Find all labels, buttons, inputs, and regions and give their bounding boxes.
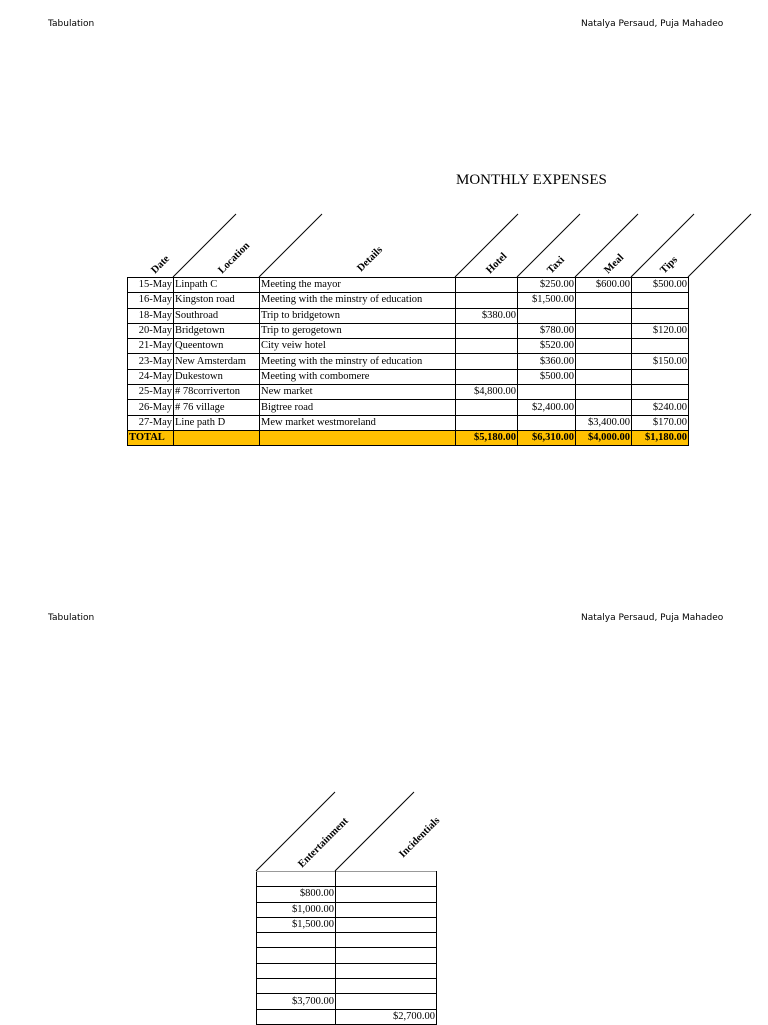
table-row	[257, 917, 437, 932]
cell-location: New Amsterdam	[174, 354, 260, 369]
sheet-title: MONTHLY EXPENSES	[456, 172, 607, 188]
cell-date: 21-May	[128, 339, 174, 354]
total-tips: $1,180.00	[632, 430, 689, 445]
cell-details: City veiw hotel	[260, 339, 456, 354]
cell-entertainment: $1,000.00	[257, 902, 336, 917]
cell-date: 18-May	[128, 308, 174, 323]
cell-details: Bigtree road	[260, 400, 456, 415]
col-header-entertainment: Entertainment	[296, 815, 351, 871]
cell-entertainment	[257, 1009, 336, 1024]
cell-tips: $170.00	[632, 415, 689, 430]
cell-entertainment	[257, 933, 336, 948]
cell-date: 27-May	[128, 415, 174, 430]
cell-taxi: $780.00	[518, 323, 576, 338]
cell-incidentials	[336, 917, 437, 932]
cell-entertainment: $1,500.00	[257, 917, 336, 932]
table-row	[257, 887, 437, 902]
table-row	[257, 933, 437, 948]
cell-details: Meeting with combomere	[260, 369, 456, 384]
col-header-hotel: Hotel	[484, 251, 510, 277]
cell-location: Southroad	[174, 308, 260, 323]
cell-entertainment	[257, 979, 336, 994]
cell-date: 16-May	[128, 293, 174, 308]
cell-incidentials	[336, 979, 437, 994]
total-meal: $4,000.00	[576, 430, 632, 445]
cell-tips: $120.00	[632, 323, 689, 338]
total-taxi: $6,310.00	[518, 430, 576, 445]
total-hotel: $5,180.00	[456, 430, 518, 445]
col-header-taxi: Taxi	[545, 254, 567, 277]
cell-incidentials	[336, 933, 437, 948]
col-header-date: Date	[149, 253, 172, 277]
cell-details: Meeting with the minstry of education	[260, 293, 456, 308]
cell-date: 24-May	[128, 369, 174, 384]
table-row	[257, 994, 437, 1009]
cell-tips: $150.00	[632, 354, 689, 369]
cell-location: Bridgetown	[174, 323, 260, 338]
cell-location: # 76 village	[174, 400, 260, 415]
cell-incidentials	[336, 872, 437, 887]
cell-hotel: $380.00	[456, 308, 518, 323]
cell-location: Kingston road	[174, 293, 260, 308]
page2-header-right: Natalya Persaud, Puja Mahadeo	[581, 613, 724, 623]
cell-incidentials	[336, 902, 437, 917]
cell-entertainment	[257, 872, 336, 887]
cell-hotel: $4,800.00	[456, 385, 518, 400]
cell-location: Queentown	[174, 339, 260, 354]
cell-taxi: $500.00	[518, 369, 576, 384]
cell-date: 20-May	[128, 323, 174, 338]
cell-taxi: $520.00	[518, 339, 576, 354]
cell-location: # 78corriverton	[174, 385, 260, 400]
cell-details: New market	[260, 385, 456, 400]
table-row	[257, 979, 437, 994]
table-row	[257, 902, 437, 917]
table-row	[257, 963, 437, 978]
cell-details: Trip to bridgetown	[260, 308, 456, 323]
cell-taxi: $2,400.00	[518, 400, 576, 415]
cell-taxi: $250.00	[518, 278, 576, 293]
cell-incidentials	[336, 994, 437, 1009]
table-row	[257, 948, 437, 963]
cell-entertainment: $3,700.00	[257, 994, 336, 1009]
cell-details: Meeting with the minstry of education	[260, 354, 456, 369]
cell-details: Mew market westmoreland	[260, 415, 456, 430]
cell-taxi: $1,500.00	[518, 293, 576, 308]
cell-taxi: $360.00	[518, 354, 576, 369]
cell-entertainment: $800.00	[257, 887, 336, 902]
cell-incidentials: $2,700.00	[336, 1009, 437, 1024]
page-header-left: Tabulation	[48, 19, 95, 29]
total-label: TOTAL	[128, 430, 174, 445]
table-row	[257, 1009, 437, 1024]
cell-entertainment	[257, 948, 336, 963]
col-header-incidentials: Incidentials	[397, 815, 443, 861]
cell-location: Linpath C	[174, 278, 260, 293]
expenses-table-continued	[256, 871, 437, 1025]
cell-details: Meeting the mayor	[260, 278, 456, 293]
cell-incidentials	[336, 887, 437, 902]
cell-tips: $500.00	[632, 278, 689, 293]
cell-meal: $3,400.00	[576, 415, 632, 430]
col-header-location: Location	[216, 240, 253, 277]
cell-location: Dukestown	[174, 369, 260, 384]
cell-date: 23-May	[128, 354, 174, 369]
cell-entertainment	[257, 963, 336, 978]
col-header-meal: Meal	[602, 252, 627, 277]
cell-details: Trip to gerogetown	[260, 323, 456, 338]
cell-tips: $240.00	[632, 400, 689, 415]
cell-incidentials	[336, 963, 437, 978]
cell-date: 26-May	[128, 400, 174, 415]
col-header-tips: Tips	[658, 254, 681, 277]
cell-location: Line path D	[174, 415, 260, 430]
table-row	[257, 872, 437, 887]
cell-incidentials	[336, 948, 437, 963]
cell-date: 25-May	[128, 385, 174, 400]
page2-header-left: Tabulation	[48, 613, 95, 623]
page-header-right: Natalya Persaud, Puja Mahadeo	[581, 19, 724, 29]
cell-meal: $600.00	[576, 278, 632, 293]
cell-date: 15-May	[128, 278, 174, 293]
col-header-details: Details	[355, 244, 385, 275]
